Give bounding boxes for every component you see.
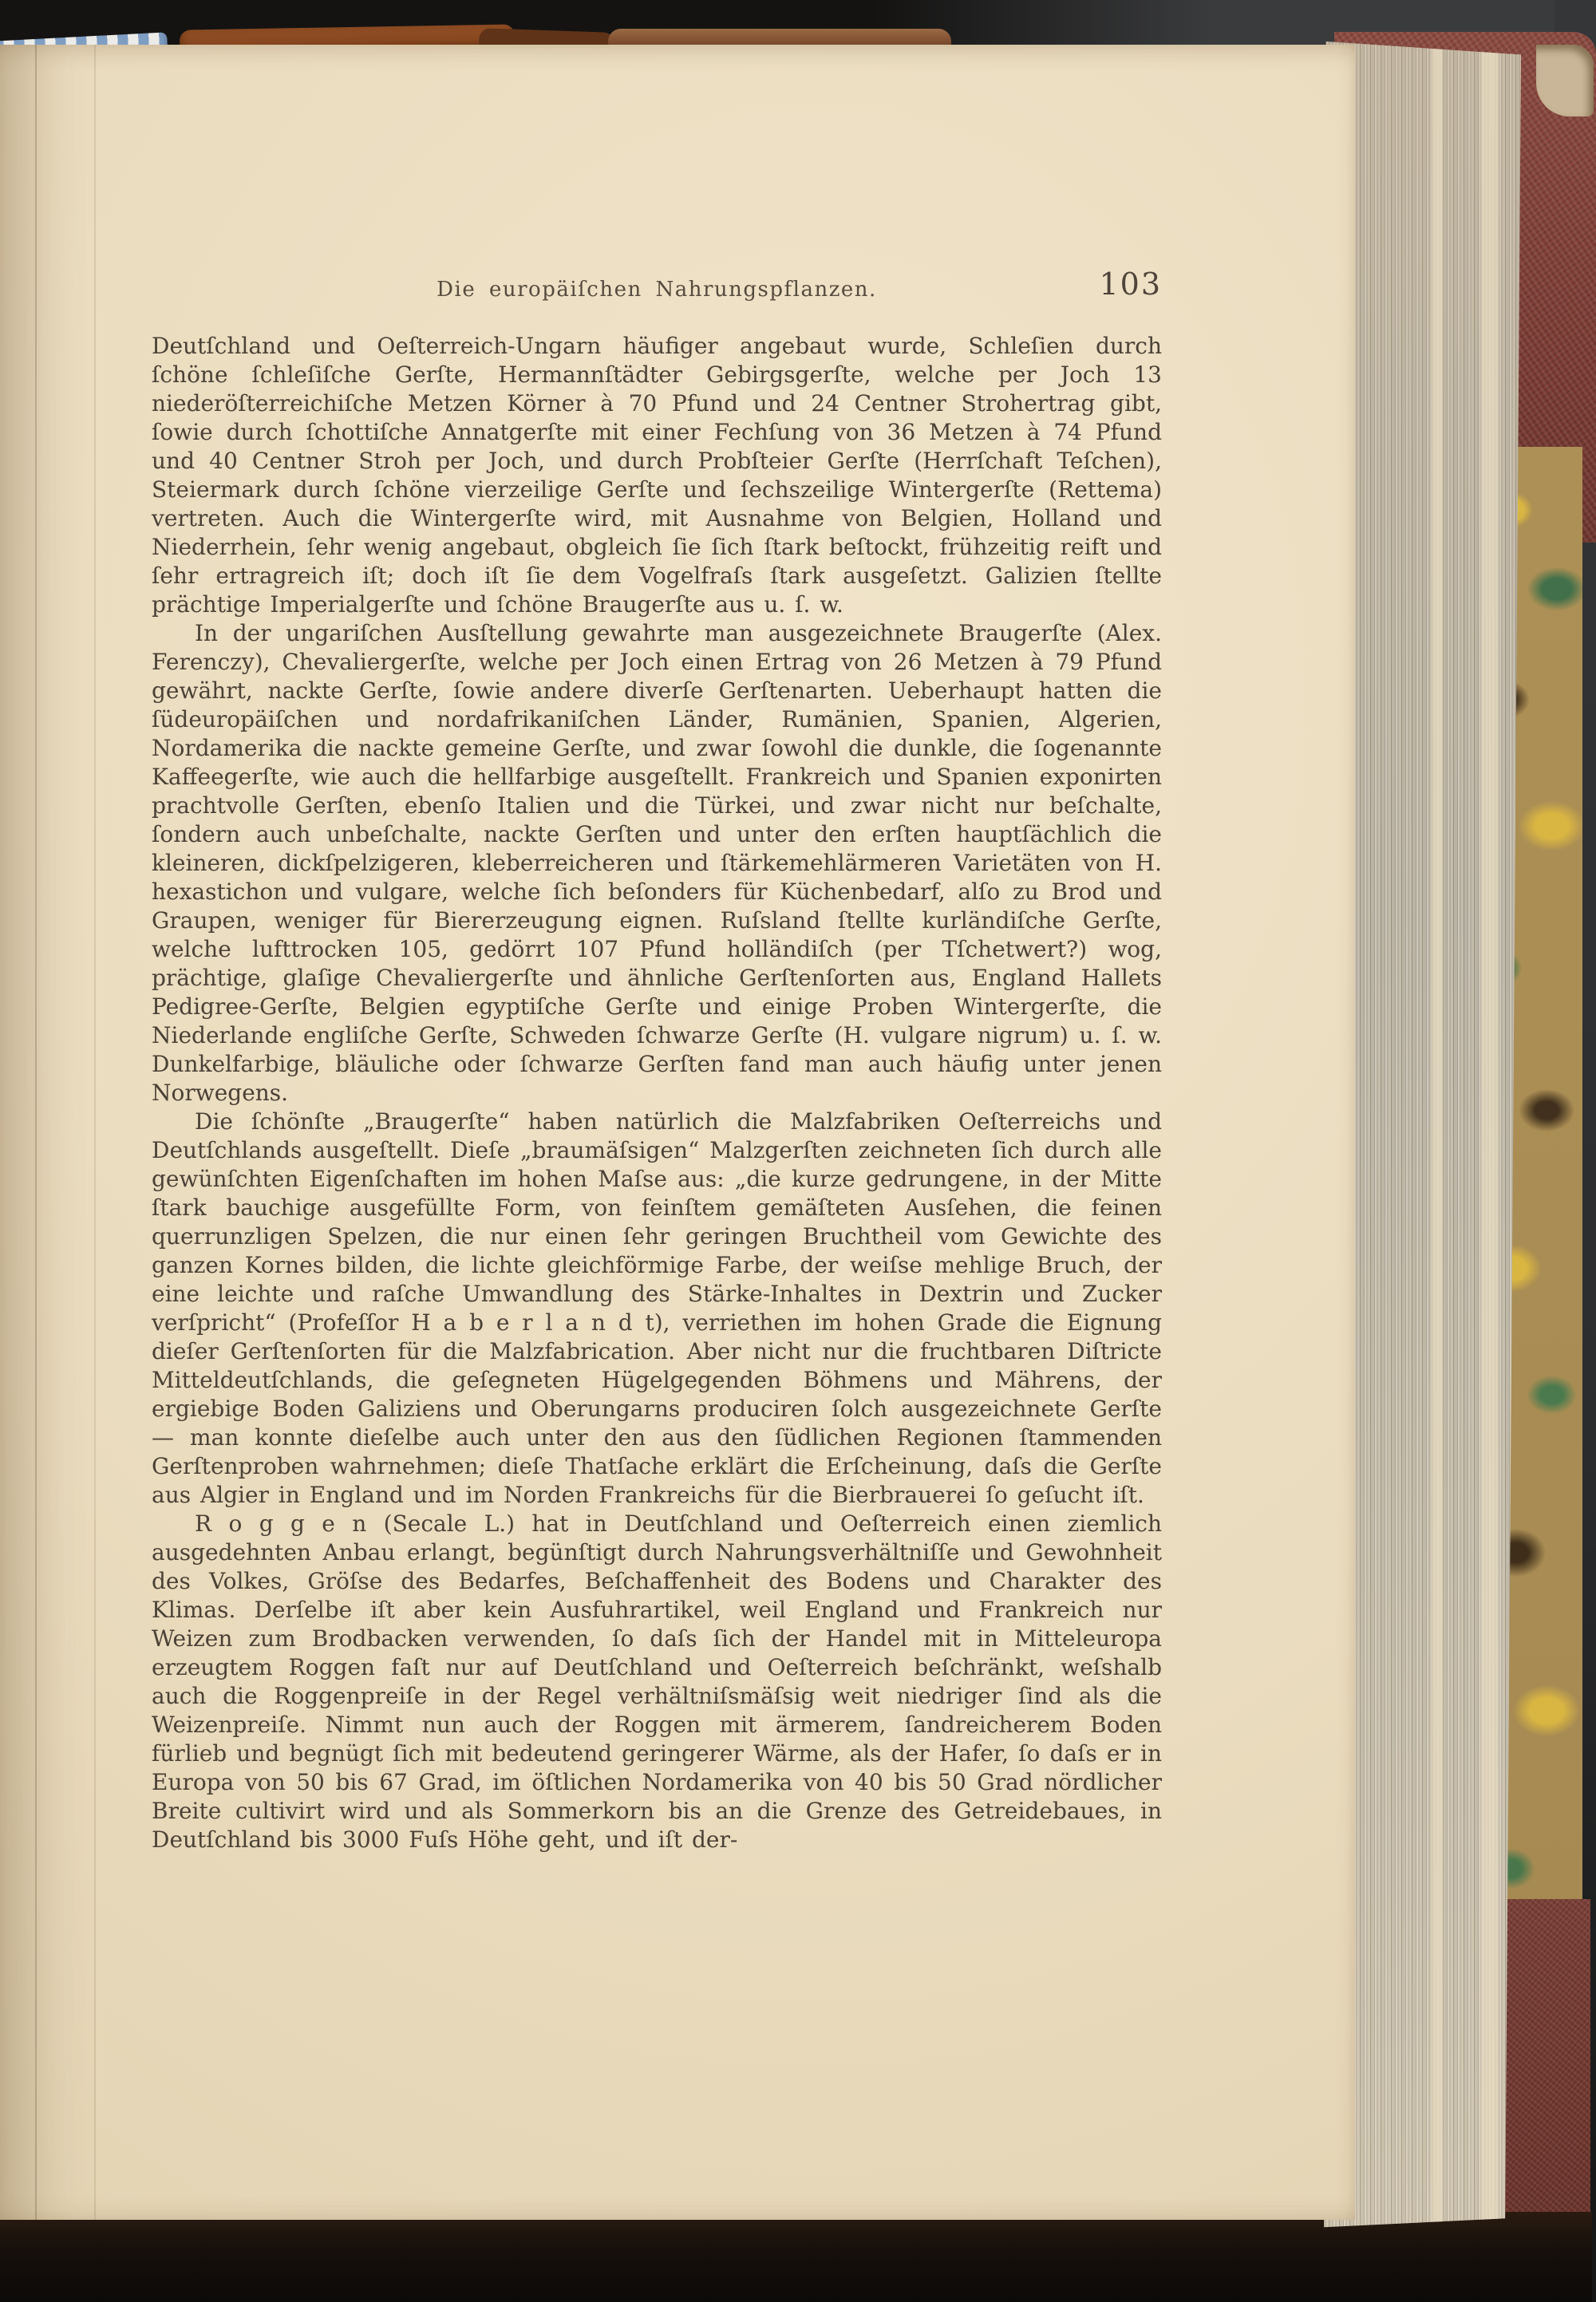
running-head — [152, 267, 1162, 322]
page-body — [152, 332, 1162, 1854]
cover-corner-tear — [1536, 45, 1594, 116]
gutter-crease — [35, 45, 37, 2220]
paragraph-3: Die ſchönſte „Braugerſte“ haben natürlich die Malzfabriken Oeſterreichs und Deutſchlands ausgeſtellt. Dieſe „braumäſsigen“ Malzgerſten zeichneten ſich durch alle gewünſchten Eigenſchaften im hohen Maſse aus: „die kurze gedrungene, in der Mitte ſtark bauchige ausgefüllte Form, von feinſtem gemäſteten Ausſehen, die feinen querrunzligen Spelzen, die nur einen ſehr geringen Bruchtheil vom Gewichte des ganzen Kornes bilden, die lichte gleichförmige Farbe, der weiſse mehlige Bruch, der eine leichte und raſche Umwandlung des Stärke-Inhaltes in Dextrin und Zucker verſpricht“ (Profeſſor H a b e r l a n d t), verriethen im hohen Grade die Eignung dieſer Gerſtenſorten für die Malzfabrication. Aber nicht nur die fruchtbaren Diſtricte Mitteldeutſchlands, die geſegneten Hügelgegenden Böhmens und Mährens, der ergiebige Boden Galiziens und Oberungarns produciren ſolch ausgezeichnete Gerſte — man konnte dieſelbe auch unter den aus den ſüdlichen Regionen ſtammenden Gerſtenproben wahrnehmen; dieſe Thatſache erklärt die Erſcheinung, daſs die Gerſte aus Algier in England und im Norden Frankreichs für die Bierbrauerei ſo geſucht iſt. — [152, 1108, 1162, 1508]
gutter-crease — [94, 45, 96, 2220]
running-title: Die europäiſchen Nahrungspflanzen. — [437, 278, 877, 302]
paragraph-4: R o g g e n (Secale L.) hat in Deutſchland und Oeſterreich einen ziemlich ausgedehnten Anbau erlangt, begünſtigt durch Nahrungsverhältniſſe und Gewohnheit des Volkes, Gröſse des Bedarfes, Beſchaffenheit des Bodens und Charakter des Klimas. Derſelbe iſt aber kein Ausfuhrartikel, weil England und Frankreich nur Weizen zum Brodbacken verwenden, ſo daſs ſich der Handel mit in Mitteleuropa erzeugtem Roggen faſt nur auf Deutſchland und Oeſterreich beſchränkt, weſshalb auch die Roggenpreiſe in der Regel verhältniſsmäſsig weit niedriger ſind als die Weizenpreiſe. Nimmt nun auch der Roggen mit ärmerem, ſandreicherem Boden fürlieb und begnügt ſich mit bedeutend geringerer Wärme, als der Hafer, ſo daſs er in Europa von 50 bis 67 Grad, im öſtlichen Nordamerika von 40 bis 50 Grad nördlicher Breite cultivirt wird und als Sommerkorn bis an die Grenze des Getreidebaues, in Deutſchland bis 3000 Fuſs Höhe geht, und iſt der- — [152, 1510, 1162, 1853]
page-number: 103 — [1099, 267, 1162, 302]
book-page — [0, 45, 1355, 2220]
paragraph-2: In der ungariſchen Ausſtellung gewahrte man ausgezeichnete Braugerſte (Alex. Ferenczy), Chevaliergerſte, welche per Joch einen Ertrag von 26 Metzen à 79 Pfund gewährt, nackte Gerſte, ſowie andere diverſe Gerſtenarten. Ueberhaupt hatten die ſüdeuropäiſchen und nordafrikaniſchen Länder, Rumänien, Spanien, Algerien, Nordamerika die nackte gemeine Gerſte, und zwar ſowohl die dunkle, die ſogenannte Kaffeegerſte, wie auch die hellfarbige ausgeſtellt. Frankreich und Spanien exponirten prachtvolle Gerſten, ebenſo Italien und die Türkei, und zwar nicht nur beſchalte, ſondern auch unbeſchalte, nackte Gerſten und unter den erſten hauptſächlich die kleineren, dickſpelzigeren, kleberreicheren und ſtärkemehlärmeren Varietäten von H. hexastichon und vulgare, welche ſich beſonders für Küchenbedarf, alſo zu Brod und Graupen, weniger für Biererzeugung eignen. Ruſsland ſtellte kurländiſche Gerſte, welche lufttrocken 105, gedörrt 107 Pfund holländiſch (per Tſchetwert?) wog, prächtige, glaſige Chevaliergerſte und ähnliche Gerſtenſorten aus, England Hallets Pedigree-Gerſte, Belgien egyptiſche Gerſte und einige Proben Wintergerſte, die Niederlande engliſche Gerſte, Schweden ſchwarze Gerſte (H. vulgare nigrum) u. ſ. w. Dunkelfarbige, bläuliche oder ſchwarze Gerſten fand man auch häufig unter jenen Norwegens. — [152, 620, 1162, 1106]
fore-edge-highlight — [1481, 41, 1499, 2229]
paragraph-1: Deutſchland und Oeſterreich-Ungarn häufiger angebaut wurde, Schleſien durch ſchöne ſchleſiſche Gerſte, Hermannſtädter Gebirgsgerſte, welche per Joch 13 niederöſterreichiſche Metzen Körner à 70 Pfund und 24 Centner Strohertrag gibt, ſowie durch ſchottiſche Annatgerſte mit einer Fechſung von 36 Metzen à 74 Pfund und 40 Centner Stroh per Joch, und durch Probſteier Gerſte (Herrſchaft Teſchen), Steiermark durch ſchöne vierzeilige Gerſte und ſechszeilige Wintergerſte (Rettema) vertreten. Auch die Wintergerſte wird, mit Ausnahme von Belgien, Holland und Niederrhein, ſehr wenig angebaut, obgleich ſie ſich ſtark beſtockt, frühzeitig reift und ſehr ertragreich iſt; doch iſt ſie dem Vogelfraſs ſtark ausgeſetzt. Galizien ſtellte prächtige Imperialgerſte und ſchöne Braugerſte aus u. ſ. w. — [152, 333, 1162, 618]
fore-edge-highlight — [1432, 41, 1443, 2229]
